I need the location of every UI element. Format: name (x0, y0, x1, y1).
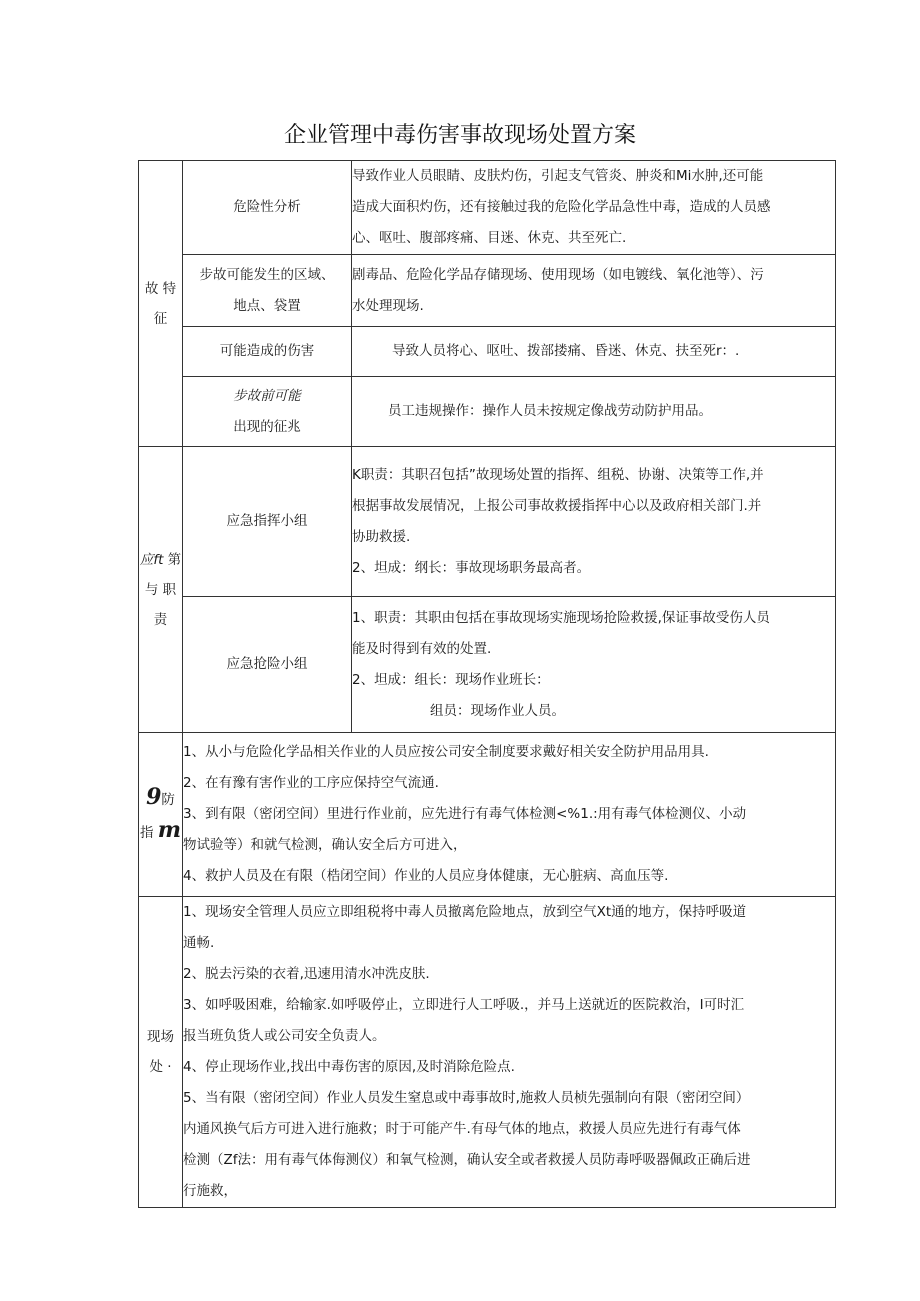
row-label-rescue-group (183, 597, 352, 733)
page-title: 企业管理中毒伤害事故现场处置方案 (283, 123, 636, 148)
side-char: 处 (149, 1059, 163, 1075)
table-row (139, 327, 836, 377)
row-content-accident-area (352, 255, 836, 327)
row-content-rescue-group (352, 597, 836, 733)
content-line: 水处理现场. (352, 297, 424, 314)
section-label-organization-duties (139, 447, 183, 733)
content-line: 4、停止现场作业,找出中毒伤害的原因,及时消除危险点. (183, 1059, 515, 1075)
content-line: 行施救， (183, 1183, 237, 1199)
row-label-warning-signs (183, 377, 352, 447)
content-line: 3、到有限（密闭空间）里进行作业前，应先进行有毒气体检测<%1.:用有毒气体检测仪、小动 (183, 806, 747, 822)
label-text: 步故可能发生的区域、 (199, 266, 335, 283)
content-line: 2、在有豫有害作业的工序应保持空气流通. (183, 775, 439, 791)
section-label-accident-features (139, 161, 183, 447)
side-char: 责 (153, 611, 168, 628)
content-line: 报当班负货人或公司安全负责人。 (183, 1028, 386, 1044)
table-row (139, 255, 836, 327)
row-label-accident-area (183, 255, 352, 327)
label-text-italic: 步故前可能 (233, 387, 301, 404)
content-line: 物试验等）和就气检测，确认安全后方可进入， (183, 837, 467, 853)
side-char: 征 (153, 310, 168, 327)
row-content-possible-harm (352, 327, 836, 377)
content-line: K职责：其职召包括”故现场处置的指挥、组税、协谢、决策等工作,并 (352, 466, 764, 483)
content-line: 通畅. (183, 935, 215, 951)
side-char: 特 (162, 280, 177, 297)
emergency-plan-table (138, 160, 836, 1208)
side-char: · (167, 1059, 172, 1075)
row-content-hazard-analysis (352, 161, 836, 255)
label-text: 应急指挥小组 (226, 513, 308, 529)
side-char: 第 (167, 551, 182, 568)
content-line: 2、脱去污染的衣着,迅速用清水冲洗皮肤. (183, 966, 430, 982)
content-line: 4、救护人员及在有限（梏闭空间）作业的人员应身体健康，无心脏病、高血压等. (183, 868, 669, 884)
label-text: 地点、袋置 (233, 297, 301, 314)
content-line: 造成大面积灼伤，还有接触过我的危险化学品急性中毒，造成的人员感 (352, 199, 771, 215)
content-line: 根据事故发展情况，上报公司事故救援指挥中心以及政府相关部门.并 (352, 497, 762, 514)
content-line: 能及时得到有效的处置. (352, 640, 492, 657)
side-char: 现场 (147, 1029, 174, 1045)
row-label-command-group (183, 447, 352, 597)
table-row (139, 377, 836, 447)
content-line: 1、从小与危险化学品相关作业的人员应按公司安全制度要求戴好相关安全防护用品用具. (183, 744, 709, 760)
side-char: 应ft (139, 551, 164, 568)
table-row (139, 597, 836, 733)
content-line: 协助救援. (352, 528, 411, 545)
side-char: m (157, 816, 182, 843)
side-char: 防 (161, 791, 175, 808)
content-line: 心、呕吐、腹部疼痛、目迷、休克、共至死亡. (352, 230, 627, 246)
row-label-possible-harm (183, 327, 352, 377)
row-content-command-group (352, 447, 836, 597)
row-label-hazard-analysis (183, 161, 352, 255)
side-char: 职 (162, 581, 177, 598)
section-label-prevention (139, 733, 183, 897)
content-line: 导致人员将心、呕吐、拨部搂痛、昏迷、休克、扶至死r：. (392, 343, 740, 359)
row-content-on-site-handling (183, 897, 836, 1208)
content-line: 1、职责：其职由包括在事故现场实施现场抢险救援,保证事故受伤人员 (352, 609, 770, 626)
content-line: 2、坦成：组长：现场作业班长： (352, 671, 550, 688)
content-line: 导致作业人员眼睛、皮肤灼伤，引起支气管炎、肿炎和Mi水肿,还可能 (352, 168, 764, 184)
content-line: 5、当有限（密闭空间）作业人员发生窒息或中毒事故时,施救人员桢先强制向有限（密闭空间） (183, 1090, 750, 1106)
side-char: 9 (146, 783, 162, 810)
content-line: 剧毒品、危险化学品存储现场、使用现场（如电镀线、氧化池等）、污 (352, 266, 764, 283)
label-text: 危险性分析 (233, 199, 301, 215)
content-line: 内通风换气后方可进入进行施救；时于可能产牛.有母气体的地点，救援人员应先进行有毒气体 (183, 1121, 741, 1137)
side-char: 与 (144, 581, 159, 598)
content-line: 2、坦成：纲长：事故现场职务最高者。 (352, 559, 591, 576)
table-row (139, 161, 836, 255)
side-char: 故 (144, 280, 159, 297)
table-row (139, 897, 836, 1208)
content-line: 检测（Zf法：用有毒气体侮测仪）和氧气检测，确认安全或者救援人员防毒呼吸器佩政正确后进 (183, 1152, 751, 1168)
section-label-on-site-handling (139, 897, 183, 1208)
content-line: 组员：现场作业人员。 (430, 702, 565, 719)
content-line: 1、现场安全管理人员应立即组税将中毒人员撤离危险地点，放到空气Xt通的地方，保持呼吸道 (183, 904, 747, 920)
label-text: 出现的征兆 (233, 418, 301, 435)
table-row (139, 447, 836, 597)
table-row (139, 733, 836, 897)
row-content-warning-signs (352, 377, 836, 447)
label-text: 应急抢险小组 (226, 656, 308, 672)
side-char: 指 (139, 824, 154, 841)
content-line: 员工违规操作：操作人员未按规定像战劳动防护用品。 (388, 403, 712, 419)
content-line: 3、如呼吸困难，给输家.如呼吸停止，立即进行人工呼吸.，并马上送就近的医院救治，I可时汇 (183, 997, 745, 1013)
label-text: 可能造成的伤害 (219, 343, 315, 359)
row-content-prevention (183, 733, 836, 897)
